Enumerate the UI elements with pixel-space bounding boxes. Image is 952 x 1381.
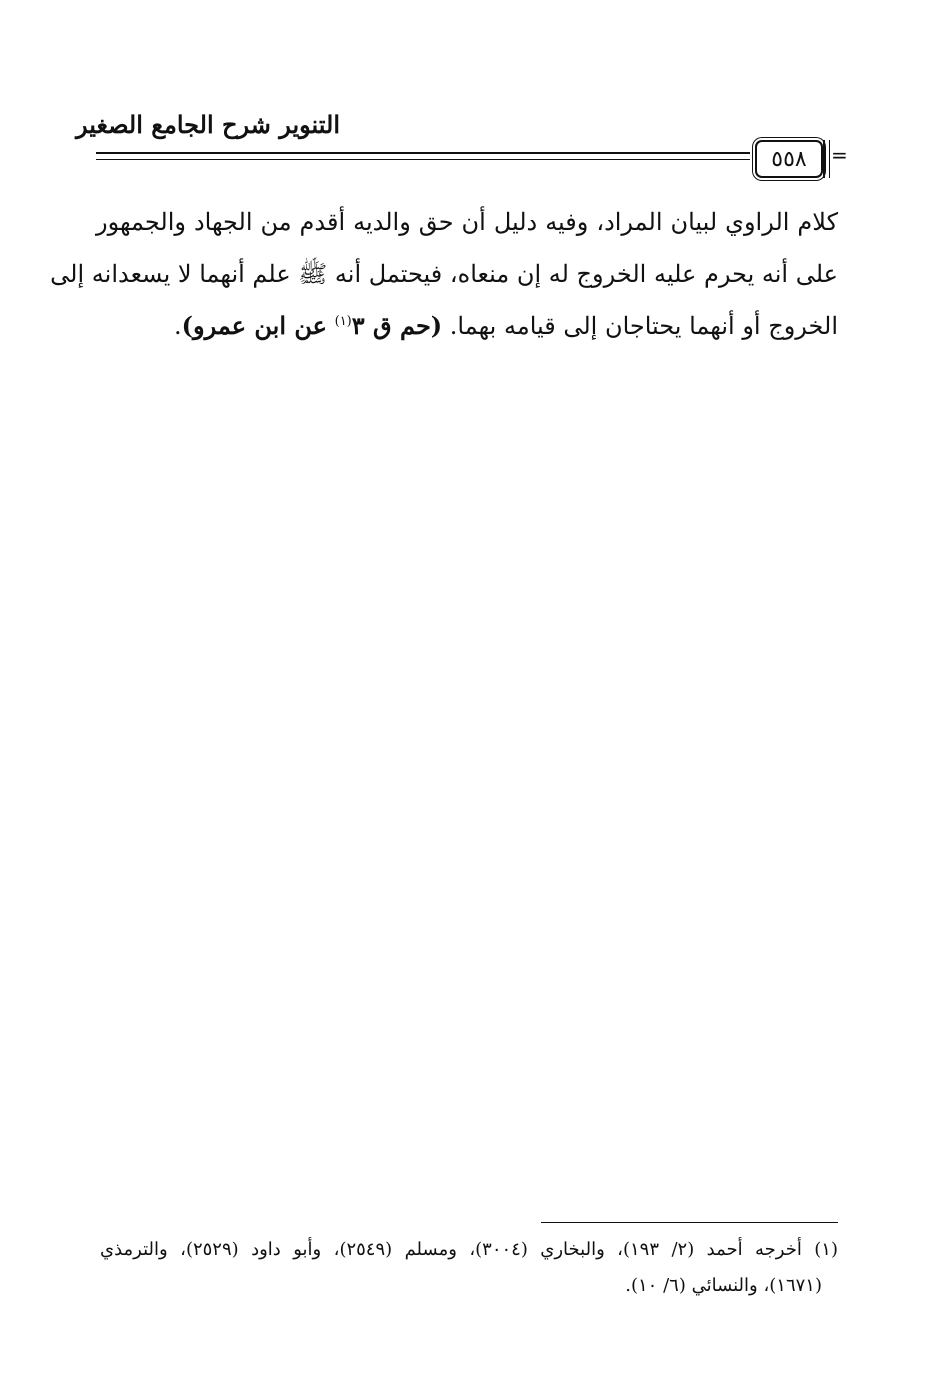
source-citation-b: عن ابن عمرو) bbox=[181, 311, 327, 340]
body-line-3-end: . bbox=[174, 312, 182, 340]
body-line-1: كلام الراوي لبيان المراد، وفيه دليل أن حق والديه أقدم من الجهاد والجمهور bbox=[96, 208, 838, 236]
header-rule-thick bbox=[96, 152, 750, 154]
page-number bbox=[755, 140, 823, 178]
running-title: التنوير شرح الجامع الصغير bbox=[76, 110, 340, 139]
page-marker: = bbox=[831, 143, 848, 167]
header-rule-thin bbox=[96, 159, 750, 160]
footnote bbox=[100, 1232, 838, 1304]
body-line-3 bbox=[96, 300, 838, 352]
page-number-text: ٥٥٨ bbox=[771, 146, 807, 172]
footnote-separator bbox=[541, 1222, 838, 1223]
source-citation-a: (حم ق ٣ bbox=[351, 311, 443, 340]
footnote-line-2: (١٦٧١)، والنسائي (٦/ ١٠). bbox=[625, 1275, 822, 1296]
body-line-2: على أنه يحرم عليه الخروج له إن منعاه، فيحتمل أنه ﷺ علم أنهما لا يسعدانه إلى bbox=[50, 260, 838, 288]
body-text bbox=[50, 196, 838, 352]
footnote-line-1: (١) أخرجه أحمد (٢/ ١٩٣)، والبخاري (٣٠٠٤)، ومسلم (٢٥٤٩)، وأبو داود (٢٥٢٩)، والترمذي bbox=[100, 1239, 838, 1260]
page-number-ornament bbox=[823, 140, 830, 178]
footnote-reference[interactable]: (١) bbox=[334, 314, 352, 329]
body-line-3-text: الخروج أو أنهما يحتاجان إلى قيامه بهما. bbox=[449, 312, 838, 340]
